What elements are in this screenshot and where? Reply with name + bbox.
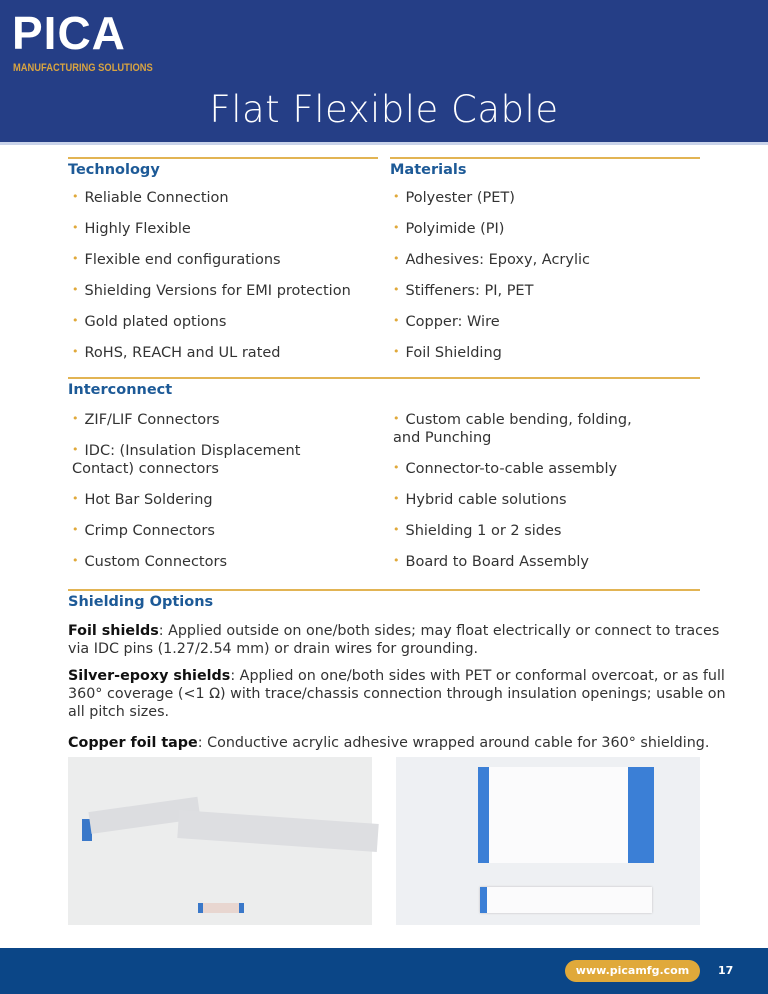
list-item: [72, 312, 372, 331]
list-item-text: IDC: (Insulation Displacement Contact) connectors: [72, 443, 301, 477]
shielding-term: Foil shields: [68, 623, 159, 639]
bullet-icon: •: [72, 345, 79, 358]
divider: [68, 157, 378, 159]
bullet-icon: •: [72, 314, 79, 327]
list-item-text: Stiffeners: PI, PET: [405, 283, 534, 299]
bullet-icon: •: [393, 252, 400, 265]
list-item: [393, 490, 653, 509]
pica-logo: PICA: [12, 7, 126, 59]
bullet-icon: •: [72, 443, 79, 456]
list-item-text: Shielding 1 or 2 sides: [405, 523, 562, 539]
list-item: [72, 441, 322, 478]
materials-heading: Materials: [390, 162, 467, 178]
list-item-text: Copper: Wire: [405, 314, 500, 330]
bullet-icon: •: [393, 523, 400, 536]
list-item: [72, 552, 322, 571]
list-item: [393, 250, 693, 269]
bullet-icon: •: [393, 314, 400, 327]
website-link[interactable]: www.picamfg.com: [565, 960, 700, 982]
list-item-text: Adhesives: Epoxy, Acrylic: [405, 252, 590, 268]
list-item: [72, 250, 372, 269]
bullet-icon: •: [72, 190, 79, 203]
shielding-paragraph: [68, 622, 728, 658]
list-item: [72, 188, 372, 207]
bullet-icon: •: [72, 252, 79, 265]
bullet-icon: •: [393, 554, 400, 567]
shielding-term: Silver-epoxy shields: [68, 668, 231, 684]
list-item: [393, 343, 693, 362]
interconnect-heading: Interconnect: [68, 382, 173, 398]
list-item: [72, 219, 372, 238]
shielding-description: : Conductive acrylic adhesive wrapped around cable for 360° shielding.: [197, 735, 710, 751]
list-item-text: Highly Flexible: [84, 221, 191, 237]
shielding-term: Copper foil tape: [68, 735, 198, 751]
bullet-icon: •: [393, 221, 400, 234]
bullet-icon: •: [393, 190, 400, 203]
list-item-text: Connector-to-cable assembly: [405, 461, 618, 477]
bullet-icon: •: [393, 412, 400, 425]
bullet-icon: •: [72, 412, 79, 425]
page-footer: [0, 948, 768, 994]
shielding-description: : Applied on one/both sides with PET or conformal overcoat, or as full 360° coverage (<1 Ω) with trace/chassis connection through insulation openings; usable on all pitch sizes.: [68, 668, 726, 720]
bullet-icon: •: [393, 492, 400, 505]
page-title: Flat Flexible Cable: [209, 88, 559, 131]
list-item: [393, 281, 693, 300]
list-item-text: Flexible end configurations: [84, 252, 281, 268]
shielding-description: : Applied outside on one/both sides; may float electrically or connect to traces via IDC pins (1.27/2.54 mm) or drain wires for grounding.: [68, 623, 720, 657]
list-item-text: Reliable Connection: [84, 190, 229, 206]
cable-photo-flat: [396, 757, 700, 925]
list-item: [393, 552, 653, 571]
list-item-text: Custom cable bending, folding, and Punching: [393, 412, 632, 446]
shielding-paragraph: [68, 734, 728, 752]
list-item-text: Foil Shielding: [405, 345, 502, 361]
list-item: [393, 459, 653, 478]
bullet-icon: •: [72, 283, 79, 296]
technology-heading: Technology: [68, 162, 160, 178]
bullet-icon: •: [393, 345, 400, 358]
list-item-text: Shielding Versions for EMI protection: [84, 283, 351, 299]
page-header: [0, 0, 768, 145]
bullet-icon: •: [72, 554, 79, 567]
bullet-icon: •: [393, 283, 400, 296]
divider: [68, 589, 700, 591]
list-item: [393, 188, 693, 207]
bullet-icon: •: [72, 492, 79, 505]
list-item-text: RoHS, REACH and UL rated: [84, 345, 281, 361]
divider: [390, 157, 700, 159]
list-item-text: ZIF/LIF Connectors: [84, 412, 220, 428]
bullet-icon: •: [72, 221, 79, 234]
bullet-icon: •: [72, 523, 79, 536]
list-item: [72, 410, 322, 429]
list-item: [393, 312, 693, 331]
list-item: [72, 490, 322, 509]
list-item-text: Crimp Connectors: [84, 523, 215, 539]
shielding-heading: Shielding Options: [68, 594, 214, 610]
bullet-icon: •: [393, 461, 400, 474]
list-item-text: Polyester (PET): [405, 190, 515, 206]
list-item: [393, 410, 653, 447]
list-item: [393, 521, 653, 540]
divider: [68, 377, 700, 379]
list-item: [72, 521, 322, 540]
list-item-text: Hybrid cable solutions: [405, 492, 567, 508]
list-item: [393, 219, 693, 238]
list-item: [72, 343, 372, 362]
list-item-text: Hot Bar Soldering: [84, 492, 213, 508]
logo-tagline: MANUFACTURING SOLUTIONS: [13, 62, 153, 74]
page-number: 17: [718, 964, 734, 977]
shielding-paragraph: [68, 667, 728, 721]
list-item-text: Gold plated options: [84, 314, 227, 330]
list-item-text: Board to Board Assembly: [405, 554, 590, 570]
cable-photo-folded: [68, 757, 372, 925]
list-item-text: Polyimide (PI): [405, 221, 505, 237]
list-item: [72, 281, 372, 300]
list-item-text: Custom Connectors: [84, 554, 228, 570]
